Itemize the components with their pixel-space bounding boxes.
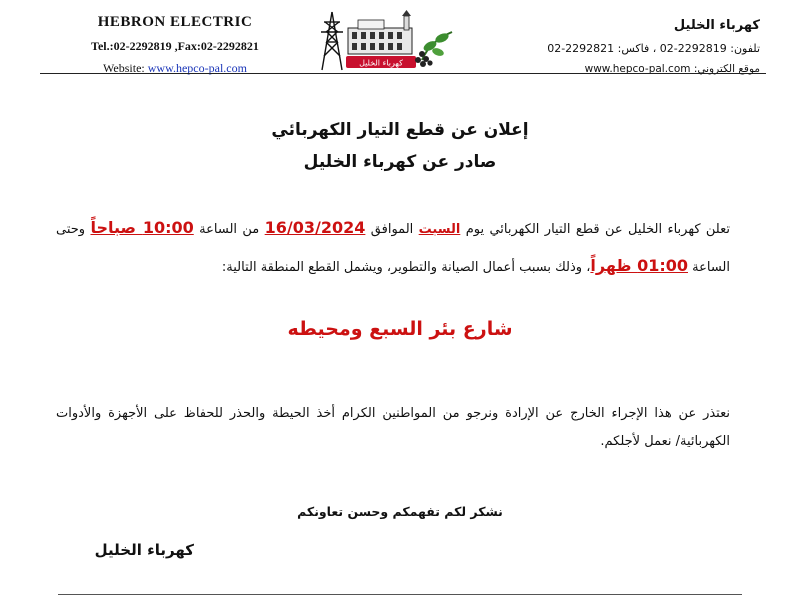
tower-icon bbox=[321, 12, 343, 70]
affected-area: شارع بئر السبع ومحيطه bbox=[287, 318, 513, 340]
announcement-subtitle: صادر عن كهرباء الخليل bbox=[303, 152, 497, 172]
phone-fax-en: Tel.:02-2292819 ,Fax:02-2292821 bbox=[91, 39, 259, 53]
olive-branch-icon bbox=[415, 31, 452, 67]
website-link-en[interactable]: www.hepco-pal.com bbox=[147, 61, 247, 75]
phone-number-ar: 02-2292819 bbox=[659, 42, 727, 55]
company-name-en: HEBRON ELECTRIC bbox=[97, 14, 253, 30]
phone-fax-ar bbox=[470, 42, 760, 55]
header-english bbox=[70, 14, 280, 76]
outage-details-paragraph bbox=[56, 210, 730, 286]
p1-text4: وحتى الساعة bbox=[56, 222, 730, 275]
p1-text3: من الساعة bbox=[199, 222, 260, 237]
signature: كهرباء الخليل bbox=[94, 541, 194, 559]
phone-label-ar: تلفون: bbox=[730, 42, 760, 55]
outage-end-time: 01:00 ظهراً bbox=[590, 256, 688, 275]
fax-label-ar: ، فاكس: bbox=[617, 42, 657, 55]
company-logo bbox=[318, 10, 462, 72]
announcement-title: إعلان عن قطع التيار الكهربائي bbox=[271, 120, 529, 140]
fax-number-ar: 02-2292821 bbox=[547, 42, 615, 55]
website-label-en: Website: bbox=[103, 61, 145, 75]
website-link-ar[interactable]: www.hepco-pal.com bbox=[584, 63, 691, 75]
announcement-title-block bbox=[100, 120, 700, 172]
outage-start-time: 10:00 صباحاً bbox=[90, 218, 194, 237]
apology-paragraph: نعتذر عن هذا الإجراء الخارج عن الإرادة ونرجو من المواطنين الكرام أخذ الحيطة والحذر للحفاظ على الأجهزة والأدوات الكهربائية/ نعمل لأجلكم. bbox=[56, 406, 730, 449]
logo-banner bbox=[346, 56, 416, 68]
website-label-ar: موقع الكتروني: bbox=[693, 63, 760, 75]
thanks-line: نشكر لكم تفهمكم وحسن تعاونكم bbox=[297, 504, 503, 519]
p1-text1: تعلن كهرباء الخليل عن قطع التيار الكهربائي يوم bbox=[465, 222, 730, 237]
outage-date: 16/03/2024 bbox=[264, 218, 366, 237]
header-arabic bbox=[470, 18, 760, 75]
footer-divider bbox=[58, 594, 742, 595]
p1-text2: الموافق bbox=[370, 222, 414, 237]
header-divider bbox=[40, 73, 766, 74]
company-name-ar: كهرباء الخليل bbox=[673, 18, 760, 33]
outage-day: السبت bbox=[418, 222, 461, 237]
p1-text5: ، وذلك بسبب أعمال الصيانة والتطوير، ويشمل القطع المنطقة التالية: bbox=[221, 260, 591, 275]
logo-text: كهرباء الخليل bbox=[359, 58, 403, 68]
building-icon bbox=[348, 10, 412, 54]
